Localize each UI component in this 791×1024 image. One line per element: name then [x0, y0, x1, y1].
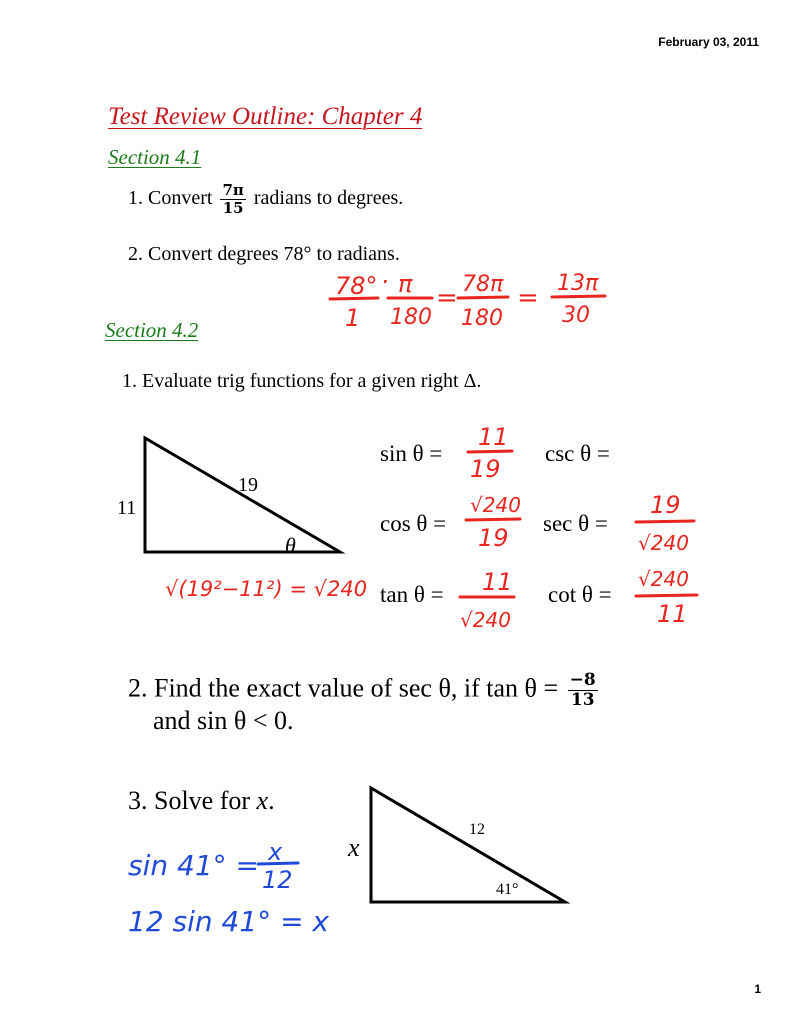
hw-c-bar: [458, 297, 508, 298]
sec-label: sec θ =: [543, 511, 608, 536]
hw-blue-bar: [258, 863, 298, 864]
triangle1-angle-label: θ: [285, 533, 296, 558]
triangle2-hypotenuse-label: 12: [469, 821, 485, 838]
handwritten-trig-answers: [460, 423, 697, 632]
handwritten-radian-work: [330, 268, 605, 332]
q1-frac-num: 7π: [222, 181, 244, 199]
q1-frac-den: 15: [222, 199, 244, 217]
q3-suffix: .: [268, 786, 275, 815]
csc-label: csc θ =: [545, 441, 610, 466]
hw-sec-num: 19: [650, 491, 681, 519]
hw-b-den: 180: [390, 305, 432, 330]
triangle1-hypotenuse-label: 19: [238, 474, 258, 496]
hw-cos-den: 19: [478, 524, 509, 552]
hw-blue-den: 12: [262, 866, 293, 894]
hw-d-num: 13π: [557, 271, 599, 296]
hw-cot-num: √240: [638, 567, 689, 591]
q3-prefix: 3. Solve for: [128, 786, 257, 815]
triangle1: [145, 438, 340, 552]
q2-frac-den: 13: [570, 690, 595, 710]
hw-dot: ·: [381, 268, 389, 296]
triangle2-angle-label: 41°: [496, 881, 519, 898]
hw-sin-den: 19: [470, 455, 501, 483]
section-heading-4-1: Section 4.1: [108, 145, 202, 169]
hw-a-bar: [330, 298, 378, 299]
page-date: February 03, 2011: [658, 35, 759, 49]
hw-tan-den: √240: [460, 608, 511, 632]
hw-blue-line2: 12 sin 41° = x: [128, 905, 330, 938]
triangle2-side-label: x: [348, 833, 360, 862]
q2-frac-num: −8: [569, 670, 596, 690]
hw-d-bar: [552, 296, 605, 297]
section-heading-4-2: Section 4.2: [105, 318, 199, 342]
hw-d-den: 30: [562, 303, 590, 328]
triangle1-side-label: 11: [117, 497, 137, 519]
hw-cos-num: √240: [470, 493, 521, 517]
q1-suffix: radians to degrees.: [253, 187, 404, 210]
question-4-2-1: 1. Evaluate trig functions for a given right Δ.: [122, 370, 482, 392]
cos-label: cos θ =: [380, 511, 447, 536]
hw-blue-num: x: [268, 838, 283, 866]
hw-tan-num: 11: [482, 568, 513, 596]
question-4-2-2-line2: and sin θ < 0.: [153, 706, 294, 735]
hw-c-den: 180: [461, 306, 503, 331]
q2-prefix: 2. Find the exact value of sec θ, if tan θ =: [128, 673, 559, 703]
hw-pythag: √(19²−11²) = √240: [165, 577, 368, 601]
hw-a-den: 1: [345, 304, 361, 332]
hw-cos-bar: [466, 519, 520, 520]
hw-sec-den: √240: [638, 531, 689, 555]
page-title: Test Review Outline: Chapter 4: [108, 103, 423, 130]
hw-eq1: =: [436, 283, 458, 313]
hw-cot-den: 11: [657, 600, 688, 628]
sin-label: sin θ =: [380, 441, 443, 466]
hw-cot-bar: [636, 595, 697, 596]
hw-eq2: =: [517, 283, 539, 313]
hw-sin-bar: [468, 451, 512, 452]
hw-c-num: 78π: [462, 272, 504, 297]
page-number: 1: [754, 982, 761, 996]
hw-blue-line1: sin 41° =: [128, 849, 260, 882]
hw-a-num: 78°: [335, 272, 378, 300]
hw-b-num: π: [398, 270, 413, 298]
hw-sin-num: 11: [478, 423, 509, 451]
cot-label: cot θ =: [548, 582, 612, 607]
triangle2: [371, 788, 565, 902]
hw-sec-bar: [636, 521, 694, 522]
question-4-1-2: 2. Convert degrees 78° to radians.: [128, 243, 400, 265]
q3-variable: x: [256, 786, 269, 815]
handwritten-solve-work: [128, 838, 329, 938]
q1-prefix: 1. Convert: [128, 187, 213, 210]
tan-label: tan θ =: [380, 582, 444, 607]
